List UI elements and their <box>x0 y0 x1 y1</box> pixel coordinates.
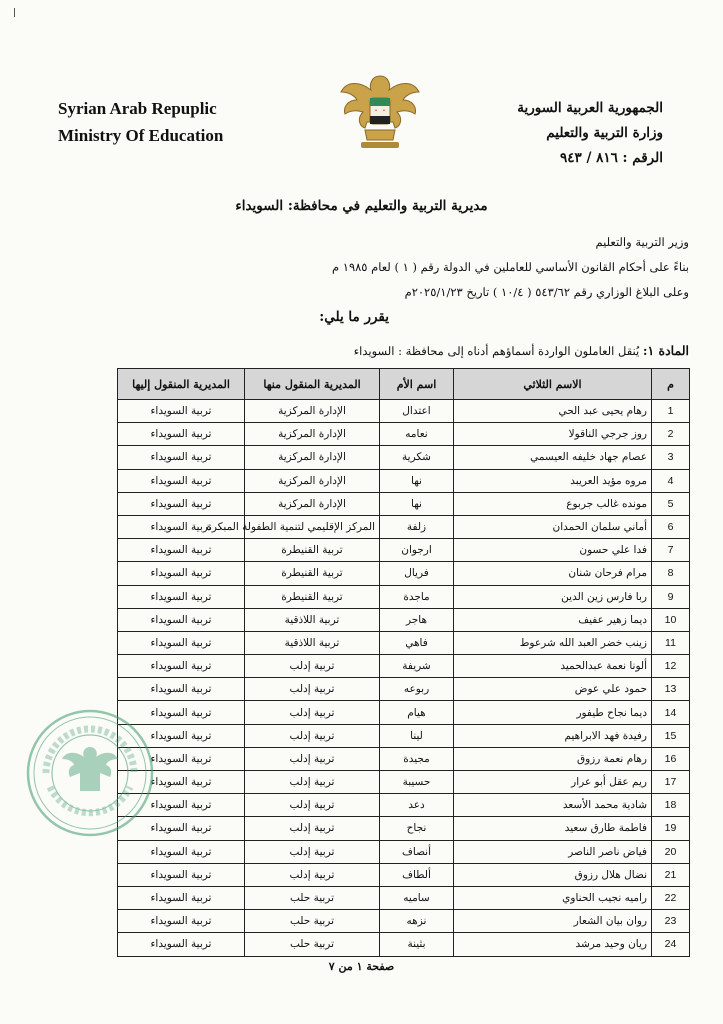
col-header-to: المديرية المنقول إليها <box>118 369 245 400</box>
cell-full-name: عصام جهاد خليفه العيسمي <box>454 446 652 469</box>
cell-mother-name: ارجوان <box>380 539 454 562</box>
header-ar-ministry: وزارة التربية والتعليم <box>546 125 663 141</box>
transfer-table <box>117 368 690 957</box>
ministry-stamp-icon <box>24 707 156 839</box>
cell-full-name: روان بيان الشعار <box>454 910 652 933</box>
cell-from-directorate: تربية القنيطرة <box>245 539 380 562</box>
cell-mother-name: نها <box>380 492 454 515</box>
decides-heading: يقرر ما يلي: <box>319 309 389 325</box>
table-row <box>118 400 690 423</box>
cell-to-directorate: تربية السويداء <box>118 933 245 956</box>
cell-mother-name: بثينة <box>380 933 454 956</box>
header-english <box>58 95 223 149</box>
cell-from-directorate: تربية إدلب <box>245 747 380 770</box>
table-row <box>118 631 690 654</box>
cell-from-directorate: تربية إدلب <box>245 863 380 886</box>
cell-to-directorate: تربية السويداء <box>118 910 245 933</box>
cell-number: 9 <box>652 585 690 608</box>
cell-mother-name: اعتدال <box>380 400 454 423</box>
cell-number: 11 <box>652 631 690 654</box>
cell-to-directorate: تربية السويداء <box>118 863 245 886</box>
cell-from-directorate: الإدارة المركزية <box>245 492 380 515</box>
cell-number: 21 <box>652 863 690 886</box>
cell-mother-name: أنصاف <box>380 840 454 863</box>
table-row <box>118 423 690 446</box>
cell-number: 4 <box>652 469 690 492</box>
cell-from-directorate: تربية إدلب <box>245 678 380 701</box>
cell-to-directorate: تربية السويداء <box>118 585 245 608</box>
cell-number: 5 <box>652 492 690 515</box>
cell-mother-name: شكرية <box>380 446 454 469</box>
table-row <box>118 469 690 492</box>
cell-number: 2 <box>652 423 690 446</box>
cell-from-directorate: تربية حلب <box>245 910 380 933</box>
cell-to-directorate: تربية السويداء <box>118 562 245 585</box>
cell-to-directorate: تربية السويداء <box>118 631 245 654</box>
cell-to-directorate: تربية السويداء <box>118 469 245 492</box>
cell-mother-name: مجيدة <box>380 747 454 770</box>
col-header-from: المديرية المنقول منها <box>245 369 380 400</box>
cell-to-directorate: تربية السويداء <box>118 747 245 770</box>
law-reference-line: بناءً على أحكام القانون الأساسي للعاملين في الدولة رقم ( ١ ) لعام ١٩٨٥ م <box>331 260 689 274</box>
cell-to-directorate: تربية السويداء <box>118 724 245 747</box>
cell-mother-name: ماجدة <box>380 585 454 608</box>
cell-mother-name: ألطاف <box>380 863 454 886</box>
cell-mother-name: هيام <box>380 701 454 724</box>
cell-full-name: رفيدة فهد الابراهيم <box>454 724 652 747</box>
table-row <box>118 747 690 770</box>
cell-number: 15 <box>652 724 690 747</box>
cell-number: 18 <box>652 794 690 817</box>
cell-full-name: ألونا نعمة عبدالحميد <box>454 655 652 678</box>
cell-to-directorate: تربية السويداء <box>118 539 245 562</box>
cell-to-directorate: تربية السويداء <box>118 817 245 840</box>
cell-from-directorate: الإدارة المركزية <box>245 400 380 423</box>
cell-mother-name: زلفة <box>380 515 454 538</box>
cell-full-name: أماني سلمان الحمدان <box>454 515 652 538</box>
cell-from-directorate: المركز الإقليمي لتنمية الطفولة المبكرة <box>245 515 380 538</box>
cell-full-name: فدا علي حسون <box>454 539 652 562</box>
cell-number: 8 <box>652 562 690 585</box>
cell-number: 6 <box>652 515 690 538</box>
cell-number: 12 <box>652 655 690 678</box>
table-row <box>118 446 690 469</box>
table-row <box>118 863 690 886</box>
cell-mother-name: هاجر <box>380 608 454 631</box>
cell-full-name: ربا فارس زين الدين <box>454 585 652 608</box>
cell-to-directorate: تربية السويداء <box>118 492 245 515</box>
cell-full-name: رهام يحيى عبد الحي <box>454 400 652 423</box>
table-row <box>118 910 690 933</box>
cell-number: 3 <box>652 446 690 469</box>
cell-to-directorate: تربية السويداء <box>118 515 245 538</box>
cell-to-directorate: تربية السويداء <box>118 840 245 863</box>
cell-from-directorate: تربية حلب <box>245 886 380 909</box>
table-row <box>118 539 690 562</box>
cell-from-directorate: تربية إدلب <box>245 655 380 678</box>
cell-number: 24 <box>652 933 690 956</box>
decision-preamble <box>49 230 689 330</box>
cell-from-directorate: تربية إدلب <box>245 771 380 794</box>
table-row <box>118 701 690 724</box>
cell-mother-name: فاهي <box>380 631 454 654</box>
col-header-num: م <box>652 369 690 400</box>
cell-number: 1 <box>652 400 690 423</box>
cell-mother-name: شريفة <box>380 655 454 678</box>
cell-mother-name: نها <box>380 469 454 492</box>
cell-mother-name: نجاح <box>380 817 454 840</box>
cell-mother-name: نعامه <box>380 423 454 446</box>
cell-number: 20 <box>652 840 690 863</box>
table-row <box>118 771 690 794</box>
cell-number: 22 <box>652 886 690 909</box>
cell-mother-name: لينا <box>380 724 454 747</box>
col-header-mother: اسم الأم <box>380 369 454 400</box>
cell-full-name: مروه مؤيد العريبد <box>454 469 652 492</box>
cell-number: 7 <box>652 539 690 562</box>
cell-number: 10 <box>652 608 690 631</box>
cell-full-name: مرام فرحان شنان <box>454 562 652 585</box>
cell-to-directorate: تربية السويداء <box>118 886 245 909</box>
article-1 <box>354 343 689 358</box>
table-row <box>118 840 690 863</box>
cell-from-directorate: تربية إدلب <box>245 840 380 863</box>
cell-full-name: ديما نجاح طيفور <box>454 701 652 724</box>
minister-line: وزير التربية والتعليم <box>595 235 689 249</box>
table-row <box>118 933 690 956</box>
table-row <box>118 562 690 585</box>
cell-to-directorate: تربية السويداء <box>118 794 245 817</box>
cell-from-directorate: تربية اللاذقية <box>245 631 380 654</box>
table-row <box>118 678 690 701</box>
cell-to-directorate: تربية السويداء <box>118 655 245 678</box>
cell-to-directorate: تربية السويداء <box>118 678 245 701</box>
cell-full-name: نضال هلال رزوق <box>454 863 652 886</box>
cell-full-name: ريان وحيد مرشد <box>454 933 652 956</box>
table-row <box>118 794 690 817</box>
table-row <box>118 585 690 608</box>
cell-to-directorate: تربية السويداء <box>118 701 245 724</box>
cell-mother-name: نزهه <box>380 910 454 933</box>
cell-full-name: روز جرجي الناقولا <box>454 423 652 446</box>
cell-from-directorate: الإدارة المركزية <box>245 423 380 446</box>
cell-number: 14 <box>652 701 690 724</box>
table-row <box>118 515 690 538</box>
cell-to-directorate: تربية السويداء <box>118 771 245 794</box>
syrian-eagle-emblem-icon <box>337 70 423 156</box>
article-label: المادة ١: <box>642 343 689 358</box>
table-header-row <box>118 369 690 400</box>
cell-from-directorate: تربية إدلب <box>245 817 380 840</box>
cell-number: 23 <box>652 910 690 933</box>
cell-full-name: فياض ناصر الناصر <box>454 840 652 863</box>
cell-from-directorate: تربية القنيطرة <box>245 585 380 608</box>
cell-to-directorate: تربية السويداء <box>118 400 245 423</box>
cell-to-directorate: تربية السويداء <box>118 423 245 446</box>
cell-from-directorate: تربية إدلب <box>245 701 380 724</box>
cell-from-directorate: تربية إدلب <box>245 794 380 817</box>
cell-full-name: زينب خضر العبد الله شرعوط <box>454 631 652 654</box>
cell-number: 13 <box>652 678 690 701</box>
table-row <box>118 724 690 747</box>
table-row <box>118 492 690 515</box>
cell-full-name: راميه نجيب الحناوي <box>454 886 652 909</box>
cell-number: 17 <box>652 771 690 794</box>
table-row <box>118 608 690 631</box>
cell-full-name: مونده غالب جربوع <box>454 492 652 515</box>
table-row <box>118 817 690 840</box>
header-arabic <box>517 96 663 171</box>
cell-to-directorate: تربية السويداء <box>118 446 245 469</box>
header-en-country: Syrian Arab Repuplic <box>58 99 217 118</box>
cell-full-name: ريم عقل أبو عرار <box>454 771 652 794</box>
page-footer: صفحة ١ من ٧ <box>328 960 395 973</box>
cell-mother-name: فريال <box>380 562 454 585</box>
directorate-title: مديرية التربية والتعليم في محافظة: السويداء <box>235 198 488 214</box>
table-row <box>118 655 690 678</box>
reference-number: الرقم : ٨١٦ / ٩٤٣ <box>559 150 663 166</box>
cell-full-name: فاطمة طارق سعيد <box>454 817 652 840</box>
header-ar-country: الجمهورية العربية السورية <box>517 100 663 116</box>
cell-from-directorate: الإدارة المركزية <box>245 469 380 492</box>
cell-from-directorate: تربية القنيطرة <box>245 562 380 585</box>
cell-full-name: رهام نعمة رزوق <box>454 747 652 770</box>
cell-number: 19 <box>652 817 690 840</box>
circular-reference-line: وعلى البلاغ الوزاري رقم ٥٤٣/٦٢ ( ١٠/٤ ) تاريخ ٢٠٢٥/١/٢٣م <box>404 285 689 299</box>
cell-full-name: ديما زهير عفيف <box>454 608 652 631</box>
col-header-name: الاسم الثلاثي <box>454 369 652 400</box>
header-en-ministry: Ministry Of Education <box>58 126 224 145</box>
scan-mark <box>14 8 15 17</box>
cell-to-directorate: تربية السويداء <box>118 608 245 631</box>
cell-from-directorate: تربية إدلب <box>245 724 380 747</box>
cell-number: 16 <box>652 747 690 770</box>
article-text: يُنقل العاملون الواردة أسماؤهم أدناه إلى محافظة : السويداء <box>353 344 643 358</box>
table-row <box>118 886 690 909</box>
cell-mother-name: ربوعه <box>380 678 454 701</box>
cell-mother-name: ساميه <box>380 886 454 909</box>
cell-mother-name: دعد <box>380 794 454 817</box>
cell-full-name: شادية محمد الأسعد <box>454 794 652 817</box>
cell-full-name: حمود علي عوض <box>454 678 652 701</box>
cell-from-directorate: تربية حلب <box>245 933 380 956</box>
cell-from-directorate: الإدارة المركزية <box>245 446 380 469</box>
cell-mother-name: حسيبة <box>380 771 454 794</box>
cell-from-directorate: تربية اللاذقية <box>245 608 380 631</box>
